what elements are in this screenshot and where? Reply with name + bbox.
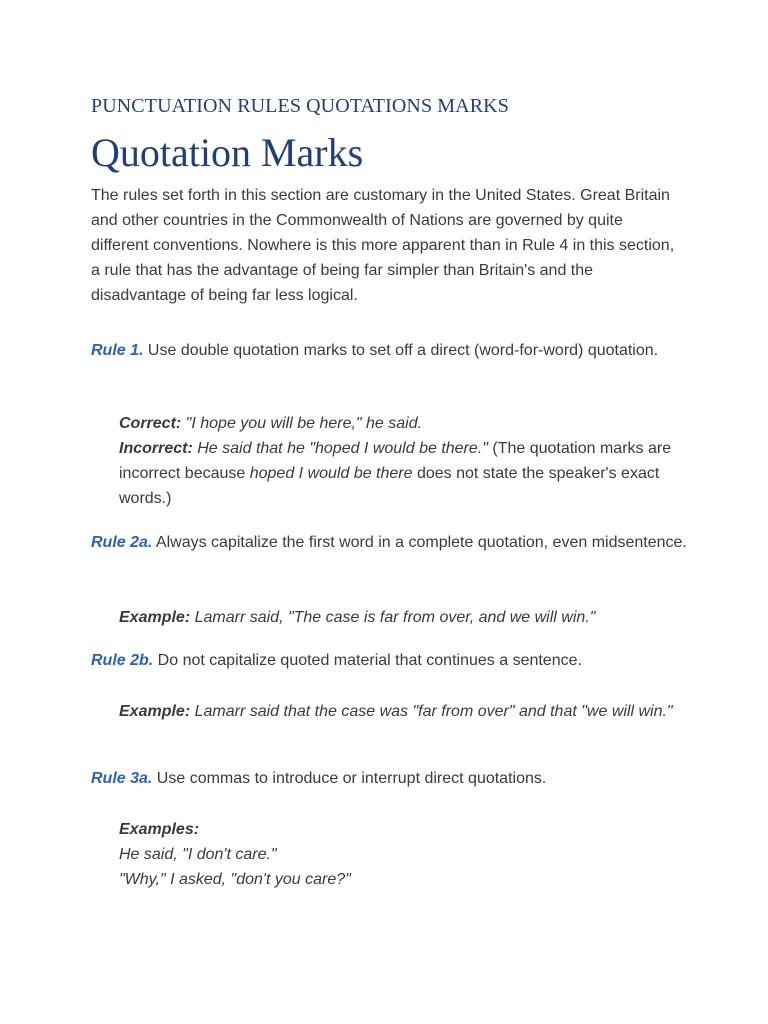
rule-2a-example: [91, 605, 689, 630]
rule-1: [91, 338, 658, 363]
rule-2b-example: [91, 699, 689, 724]
document-page: [91, 92, 691, 888]
correct-text: "I hope you will be here," he said.: [181, 415, 423, 432]
rule-3a: [91, 766, 546, 791]
intro-paragraph: The rules set forth in this section are customary in the United States. Great Britain and other countries in the Commonwealth of Nations are governed by quite different conventions. Nowhere is this more apparent than in Rule 4 in this section, a rule that has the advantage of being far simpler than Britain's and the disadvantage of being far less logical.: [91, 187, 675, 304]
rule-1-examples: [91, 411, 689, 511]
incorrect-quote: He said that he "hoped I would be there.": [192, 440, 488, 457]
rule-1-label[interactable]: Rule 1.: [91, 342, 144, 359]
incorrect-note-1: (The quotation marks are incorrect because: [119, 440, 672, 482]
rule-2b-label[interactable]: Rule 2b.: [91, 652, 154, 669]
section-kicker: PUNCTUATION RULES QUOTATIONS MARKS: [91, 95, 509, 117]
rule-2a-label[interactable]: Rule 2a.: [91, 534, 153, 551]
correct-label: Correct:: [119, 415, 182, 432]
incorrect-note-italic: hoped I would be there: [249, 465, 413, 482]
example-text: Lamarr said, "The case is far from over, and we will win.": [190, 609, 596, 626]
incorrect-label: Incorrect:: [119, 440, 193, 457]
rule-3a-examples: [91, 817, 689, 892]
rule-2a-text: Always capitalize the first word in a complete quotation, even midsentence.: [152, 534, 687, 551]
example-2: "Why," I asked, "don't you care?": [119, 871, 351, 888]
example-text: Lamarr said that the case was "far from over" and that "we will win.": [190, 703, 673, 720]
rule-2b-text: Do not capitalize quoted material that continues a sentence.: [153, 652, 582, 669]
incorrect-note-2: does not state the speaker's exact words.): [119, 465, 660, 507]
example-label: Example:: [119, 703, 191, 720]
page-title: Quotation Marks: [91, 130, 364, 175]
example-1: He said, "I don't care.": [119, 846, 277, 863]
rule-2b: [91, 648, 582, 673]
example-label: Example:: [119, 609, 191, 626]
rule-2a: [91, 530, 687, 555]
rule-3a-label[interactable]: Rule 3a.: [91, 770, 153, 787]
rule-1-text: Use double quotation marks to set off a direct (word-for-word) quotation.: [143, 342, 659, 359]
examples-label: Examples:: [119, 821, 200, 838]
rule-3a-text: Use commas to introduce or interrupt direct quotations.: [152, 770, 547, 787]
